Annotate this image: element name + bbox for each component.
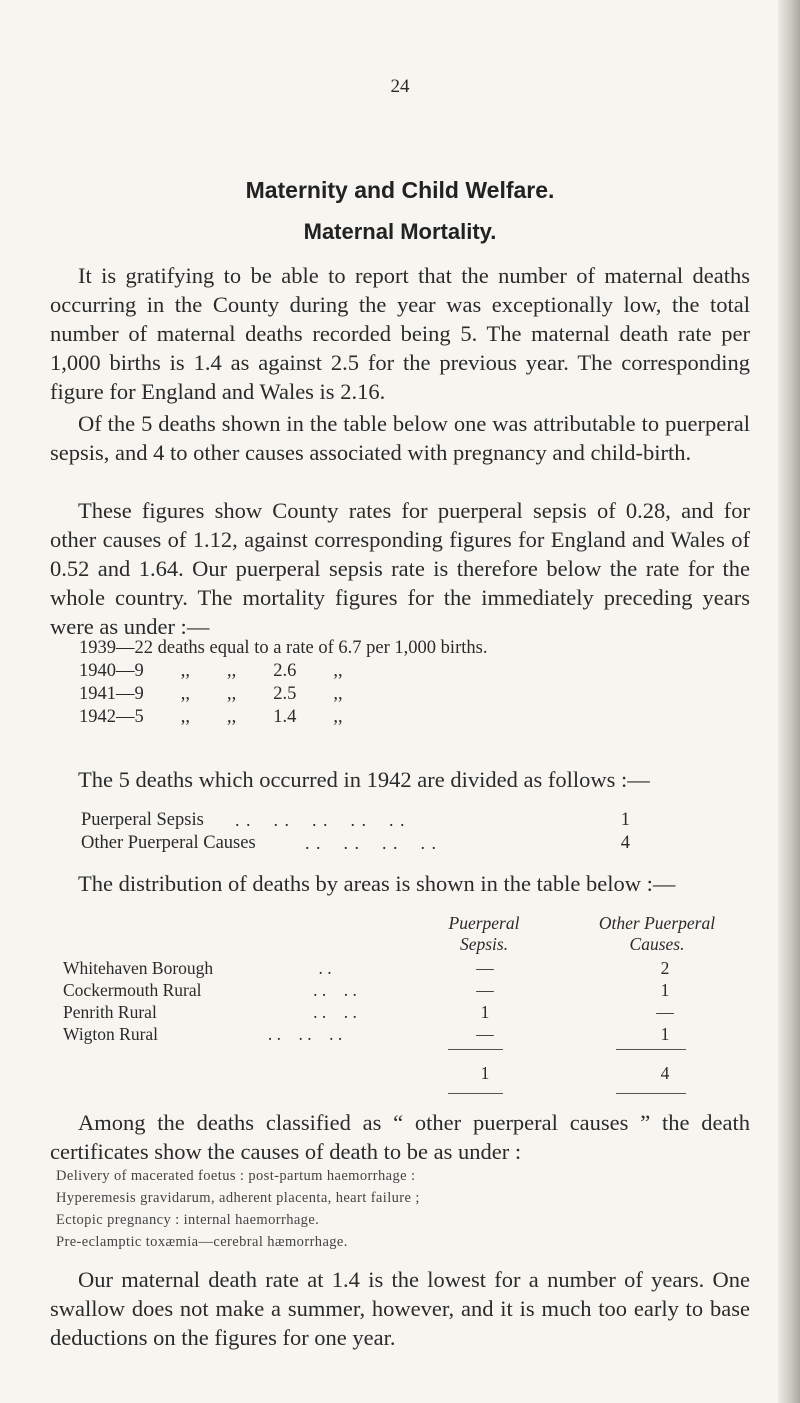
table-total-row (45, 1063, 745, 1085)
table-row (45, 1002, 745, 1024)
area-name: Penrith Rural (63, 1002, 157, 1022)
year-rate-row: 1941—9 ,, ,, 2.5 ,, (79, 684, 343, 704)
death-cause-line: Hyperemesis gravidarum, adherent placenta, heart failure ; (56, 1190, 420, 1206)
leader-dots: . . . . . . (267, 1024, 343, 1044)
cause-label: Other Puerperal Causes (81, 833, 256, 853)
total-rule-bottom (448, 1093, 503, 1094)
total-rule-top (448, 1049, 503, 1050)
cause-count: 4 (620, 833, 630, 853)
leader-dots: . . (318, 958, 332, 978)
sepsis-total: 1 (480, 1063, 490, 1083)
rates-paragraph: These figures show County rates for puerperal sepsis of 0.28, and for other causes of 1.12, against corresponding figures for England and Wales of 0.52 and 1.64. Our puerperal sepsis rate is therefore below the rate for the whole country. The mortality figures for the immediately preceding years were as under :— (50, 498, 750, 639)
sepsis-count: — (476, 958, 494, 978)
closing-paragraph: Our maternal death rate at 1.4 is the lowest for a number of years. One swallow does not make a summer, however, and it is much too early to base deductions on the figures for one year. (50, 1267, 750, 1350)
division-paragraph: The 5 deaths which occurred in 1942 are divided as follows :— (78, 767, 650, 792)
column-header-line: Sepsis. (459, 934, 509, 954)
other-causes-count: 2 (660, 958, 670, 978)
page-number: 24 (390, 76, 410, 97)
other-causes-count: — (656, 1002, 674, 1022)
cause-label: Puerperal Sepsis (81, 810, 204, 830)
year-rate-row: 1940—9 ,, ,, 2.6 ,, (79, 661, 343, 681)
area-name: Cockermouth Rural (63, 980, 202, 1000)
deaths-breakdown-paragraph: Of the 5 deaths shown in the table below one was attributable to puerperal sepsis, and 4 to other causes associated with pregnancy and child-birth. (50, 411, 750, 465)
certificates-paragraph: Among the deaths classified as “ other puerperal causes ” the death certificates show the causes of death to be as under : (50, 1110, 750, 1164)
cause-count: 1 (620, 810, 630, 830)
leader-dots: . . . . (313, 980, 357, 1000)
sepsis-count: — (476, 1024, 494, 1044)
leader-dots: . . . . . . . . . . (235, 810, 406, 830)
total-rule-bottom (616, 1093, 686, 1094)
death-cause-line: Ectopic pregnancy : internal haemorrhage. (56, 1212, 320, 1228)
column-header-other (562, 913, 752, 955)
other-causes-total: 4 (660, 1063, 670, 1083)
section-subheading: Maternal Mortality. (303, 219, 497, 244)
column-header-line: Causes. (629, 934, 685, 954)
area-name: Whitehaven Borough (63, 958, 214, 978)
sepsis-count: — (476, 980, 494, 1000)
column-header-line: Puerperal (448, 913, 520, 933)
column-header-sepsis (389, 913, 579, 955)
area-name: Wigton Rural (63, 1024, 159, 1044)
leader-dots: . . . . (313, 1002, 357, 1022)
leader-dots: . . . . . . . . (305, 833, 437, 853)
page-edge-shadow (778, 0, 800, 1403)
year-rate-row: 1942—5 ,, ,, 1.4 ,, (79, 707, 343, 727)
table-row (45, 1024, 745, 1046)
other-causes-count: 1 (660, 980, 670, 1000)
intro-paragraph: It is gratifying to be able to report that the number of maternal deaths occurring in the County during the year was exceptionally low, the total number of maternal deaths recorded being 5. The maternal death rate per 1,000 births is 1.4 as against 2.5 for the previous year. The corresponding figure for England and Wales is 2.16. (50, 263, 750, 404)
distribution-paragraph: The distribution of deaths by areas is shown in the table below :— (78, 871, 676, 896)
column-header-line: Other Puerperal (598, 913, 716, 933)
death-cause-line: Delivery of macerated foetus : post-partum haemorrhage : (56, 1168, 416, 1184)
table-row (45, 958, 745, 980)
other-causes-count: 1 (660, 1024, 670, 1044)
death-cause-line: Pre-eclamptic toxæmia—cerebral hæmorrhage. (56, 1234, 348, 1250)
section-heading: Maternity and Child Welfare. (245, 177, 555, 203)
sepsis-count: 1 (480, 1002, 490, 1022)
year-rate-row: 1939—22 deaths equal to a rate of 6.7 per 1,000 births. (79, 638, 488, 658)
total-rule-top (616, 1049, 686, 1050)
table-row (45, 980, 745, 1002)
